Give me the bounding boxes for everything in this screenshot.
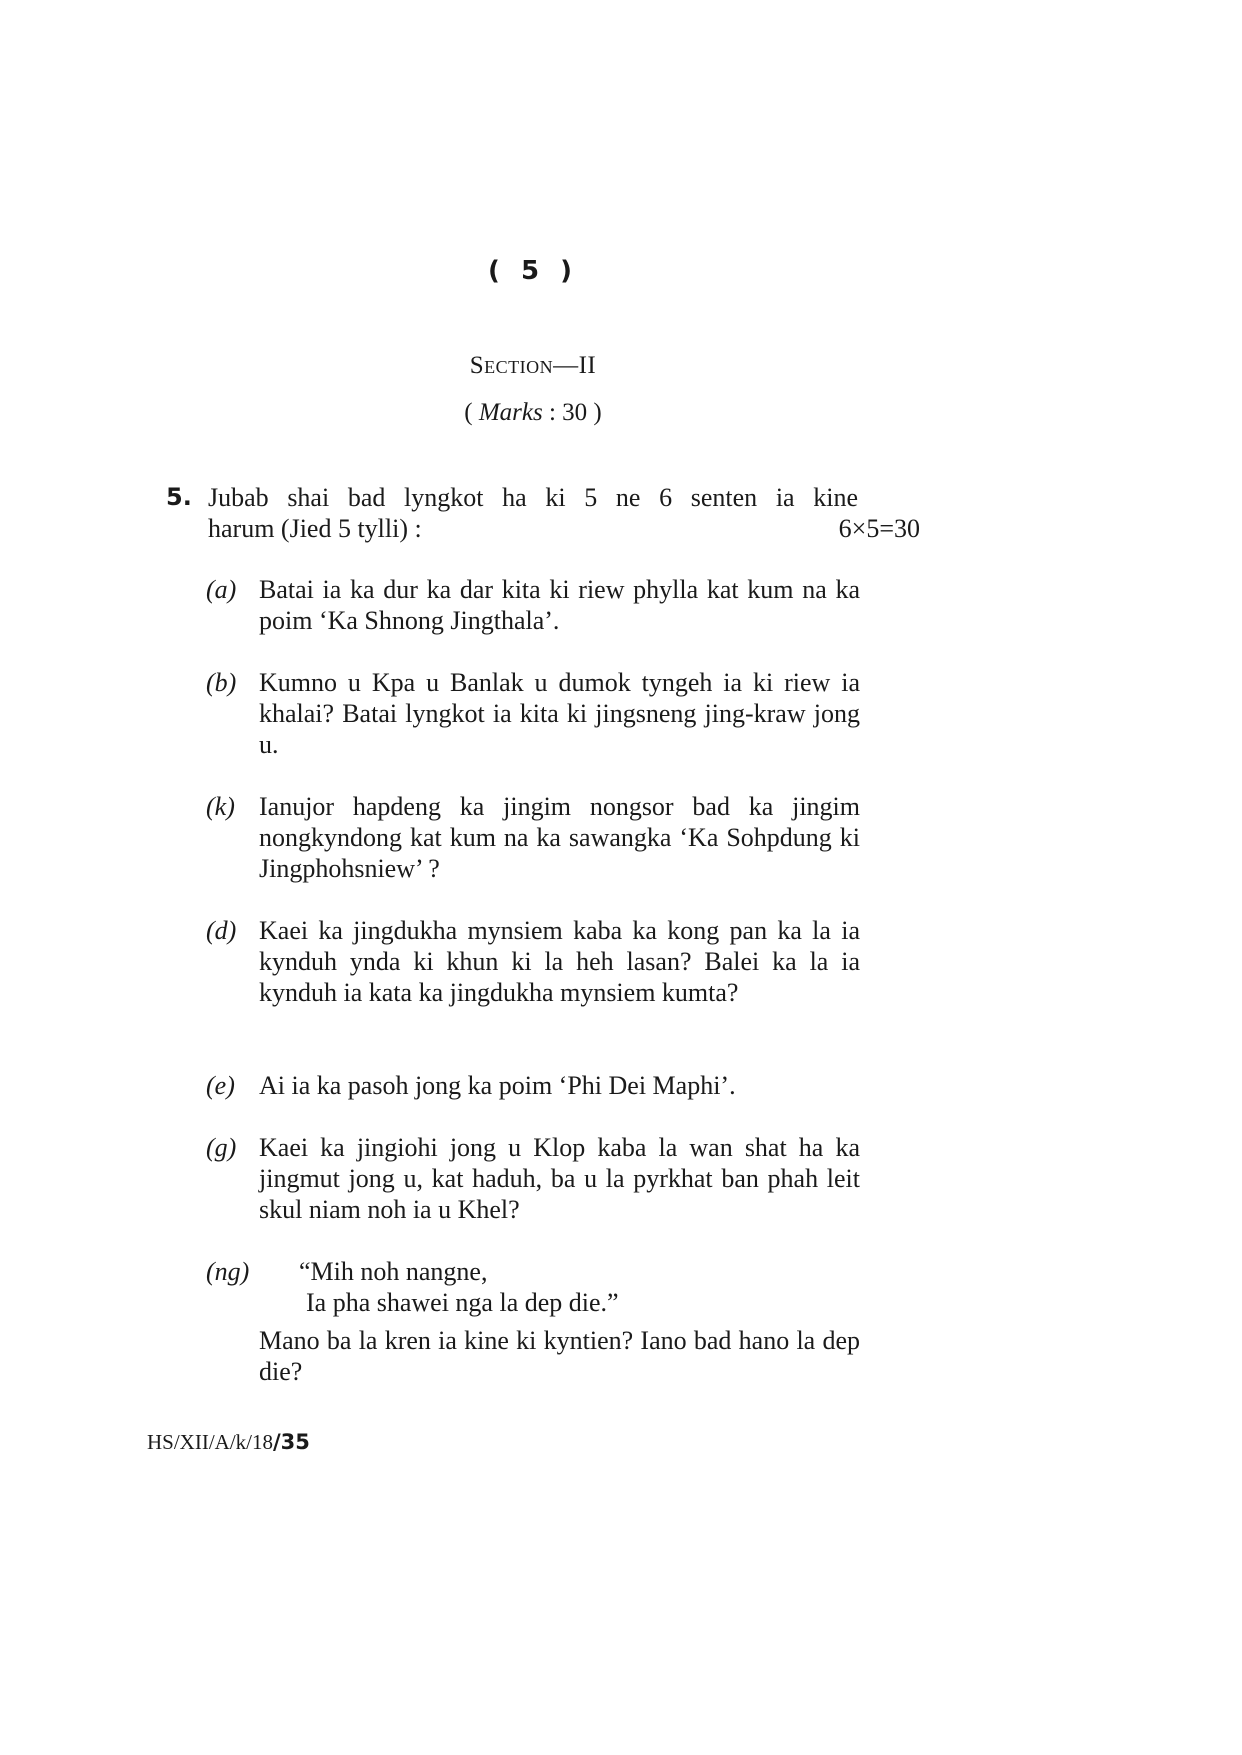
item-text: Kaei ka jingdukha mynsiem kaba ka kong pan ka la ia kynduh ynda ki khun ki la heh lasan? Balei ka la ia kynduh ia kata ka jingdukha mynsiem kumta? <box>259 916 860 1007</box>
question-marks: 6×5=30 <box>838 514 920 543</box>
question-number: 5. <box>166 483 192 511</box>
question-text-line2: harum (Jied 5 tylli) : <box>208 514 422 543</box>
item-label: (ng) <box>206 1257 250 1286</box>
marks-label: Marks <box>478 399 543 426</box>
item-ng <box>206 1256 860 1396</box>
section-marks <box>0 399 1066 427</box>
section-title: Section—II <box>469 352 597 379</box>
item-text: Ai ia ka pasoh jong ka poim ‘Phi Dei Maphi’. <box>259 1071 736 1100</box>
marks-open: ( <box>464 399 479 426</box>
item-label: (k) <box>206 792 235 821</box>
footer-code <box>147 1430 310 1455</box>
item-label: (b) <box>206 668 237 697</box>
item-text: Mano ba la kren ia kine ki kyntien? Iano bad hano la dep die? <box>259 1326 860 1386</box>
footer-page-count: /35 <box>273 1430 310 1454</box>
item-label: (a) <box>206 575 237 604</box>
item-label: (e) <box>206 1071 235 1100</box>
question-text-line1: Jubab shai bad lyngkot ha ki 5 ne 6 senten ia kine <box>208 483 858 512</box>
item-text: Ianujor hapdeng ka jingim nongsor bad ka jingim nongkyndong kat kum na ka sawangka ‘Ka Sohpdung ki Jingphohsniew’ ? <box>259 792 860 883</box>
item-label: (d) <box>206 916 237 945</box>
footer-code-text: HS/XII/A/k/18 <box>147 1430 273 1454</box>
quote-line-1: “Mih noh nangne, <box>299 1257 488 1286</box>
marks-value: : 30 ) <box>542 399 602 426</box>
item-label: (g) <box>206 1133 237 1162</box>
item-text: Kaei ka jingiohi jong u Klop kaba la wan shat ha ka jingmut jong u, kat haduh, ba u la pyrkhat ban phah leit skul niam noh ia u Khel? <box>259 1133 860 1224</box>
item-text: Batai ia ka dur ka dar kita ki riew phylla kat kum na ka poim ‘Ka Shnong Jingthala’. <box>259 575 860 635</box>
quote-line-2: Ia pha shawei nga la dep die.” <box>306 1288 619 1317</box>
item-text: Kumno u Kpa u Banlak u dumok tyngeh ia ki riew ia khalai? Batai lyngkot ia kita ki jingsneng jing-kraw jong u. <box>259 668 860 759</box>
page-number: ( 5 ) <box>488 256 578 286</box>
